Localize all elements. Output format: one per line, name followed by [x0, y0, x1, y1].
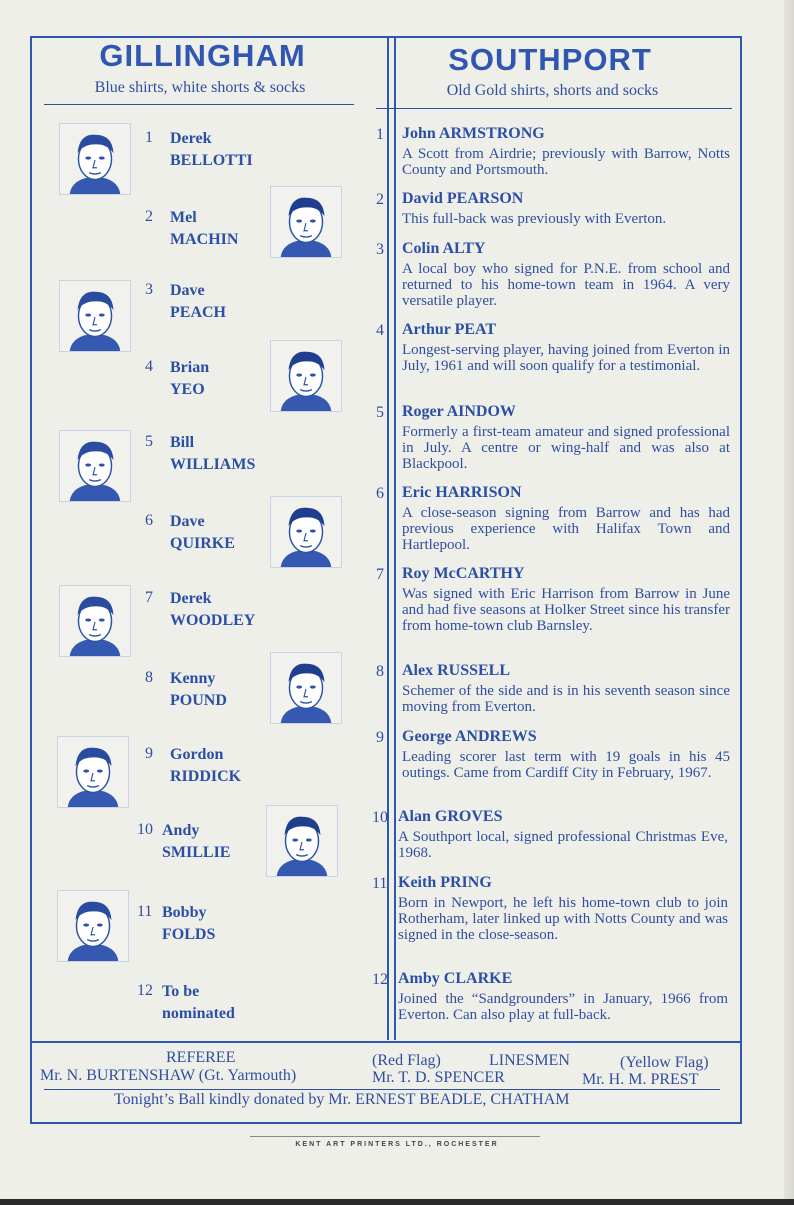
player-photo [59, 430, 131, 502]
southport-colours: Old Gold shirts, shorts and socks [446, 82, 659, 99]
gillingham-title: GILLINGHAM [99, 38, 306, 73]
gillingham-player-name [170, 207, 238, 251]
southport-player-name: John ARMSTRONG [402, 125, 545, 142]
gillingham-player-surname: PEACH [170, 304, 226, 321]
gillingham-player-first-name: Kenny [170, 670, 216, 687]
gillingham-player-name [170, 588, 255, 632]
referee-label: REFEREE [166, 1049, 236, 1066]
linesman-2: Mr. H. M. PREST [582, 1071, 699, 1088]
southport-player-name: Amby CLARKE [398, 970, 513, 987]
southport-player-description: Joined the “Sandgrounders” in January, 1966 from Everton. Can also play at full-back. [398, 991, 728, 1023]
gillingham-player-number: 9 [145, 745, 153, 762]
gillingham-player-first-name: Dave [170, 513, 205, 530]
player-photo [270, 186, 342, 258]
southport-player-number: 5 [376, 404, 384, 421]
southport-player-description: This full-back was previously with Everton. [402, 211, 667, 227]
player-photo [57, 736, 129, 808]
linesmen-label: LINESMEN [489, 1052, 570, 1069]
southport-player-number: 10 [372, 809, 388, 826]
gillingham-player-number: 11 [137, 903, 153, 920]
gillingham-player-name [170, 128, 253, 172]
player-photo [59, 585, 131, 657]
gillingham-player-name [170, 744, 241, 788]
southport-header-rule [376, 108, 732, 109]
gillingham-player-number: 2 [145, 208, 153, 225]
player-photo [57, 890, 129, 962]
southport-player-name: Arthur PEAT [402, 321, 497, 338]
player-photo [59, 280, 131, 352]
player-photo [270, 340, 342, 412]
southport-player-number: 4 [376, 322, 384, 339]
gillingham-player-number: 8 [145, 669, 153, 686]
gillingham-player-number: 10 [137, 821, 153, 838]
gillingham-player-name [162, 902, 215, 946]
southport-player-name: Eric HARRISON [402, 484, 522, 501]
gillingham-player-surname: nominated [162, 1005, 235, 1022]
gillingham-player-number: 7 [145, 589, 153, 606]
player-photo [270, 496, 342, 568]
gillingham-player-surname: BELLOTTI [170, 152, 253, 169]
gillingham-player-name [170, 357, 209, 401]
column-divider-inner [394, 38, 396, 1040]
gillingham-player-number: 12 [137, 982, 153, 999]
southport-player-description: A local boy who signed for P.N.E. from school and returned to his home-town team in 1964. A very versatile player. [402, 261, 730, 309]
southport-title: SOUTHPORT [448, 42, 652, 77]
gillingham-player-surname: RIDDICK [170, 768, 242, 785]
gillingham-player-surname: WOODLEY [170, 612, 256, 629]
gillingham-player-number: 4 [145, 358, 153, 375]
southport-player-name: Roy McCARTHY [402, 565, 525, 582]
southport-player-number: 11 [372, 875, 388, 892]
gillingham-player-number: 3 [145, 281, 153, 298]
gillingham-player-surname: YEO [170, 381, 205, 398]
gillingham-player-surname: QUIRKE [170, 535, 235, 552]
gillingham-player-surname: FOLDS [162, 926, 216, 943]
southport-player-number: 6 [376, 485, 384, 502]
gillingham-player-first-name: Andy [162, 822, 200, 839]
gillingham-player-surname: WILLIAMS [170, 456, 256, 473]
southport-player-number: 12 [372, 971, 388, 988]
southport-player-name: Roger AINDOW [402, 403, 516, 420]
southport-player-name: George ANDREWS [402, 728, 537, 745]
gillingham-player-number: 5 [145, 433, 153, 450]
southport-player-description: Born in Newport, he left his home-town club to join Rotherham, later linked up with Notts County and was signed in the close-season. [398, 895, 728, 943]
southport-player-description: Leading scorer last term with 19 goals in his 45 outings. Came from Cardiff City in February, 1967. [402, 749, 730, 781]
gillingham-player-first-name: Bill [170, 434, 195, 451]
southport-player-number: 1 [376, 126, 384, 143]
southport-player-description: Schemer of the side and is in his seventh season since moving from Everton. [402, 683, 730, 715]
southport-player-name: David PEARSON [402, 190, 524, 207]
footer-rule-top [30, 1041, 742, 1043]
linesman-1: Mr. T. D. SPENCER [372, 1069, 505, 1086]
southport-player-description: A Southport local, signed professional Christmas Eve, 1968. [398, 829, 728, 861]
gillingham-player-surname: MACHIN [170, 231, 239, 248]
gillingham-player-surname: SMILLIE [162, 844, 231, 861]
gillingham-player-first-name: Derek [170, 590, 212, 607]
gillingham-player-first-name: To be [162, 983, 200, 1000]
page-edge [784, 0, 794, 1205]
gillingham-player-first-name: Dave [170, 282, 205, 299]
southport-player-number: 7 [376, 566, 384, 583]
gillingham-player-number: 1 [145, 129, 153, 146]
gillingham-player-first-name: Gordon [170, 746, 224, 763]
player-photo [59, 123, 131, 195]
gillingham-player-name [162, 981, 235, 1025]
gillingham-player-number: 6 [145, 512, 153, 529]
southport-player-name: Colin ALTY [402, 240, 486, 257]
southport-player-number: 3 [376, 241, 384, 258]
southport-player-name: Keith PRING [398, 874, 492, 891]
southport-player-name: Alan GROVES [398, 808, 503, 825]
gillingham-player-name [170, 668, 227, 712]
southport-player-description: Was signed with Eric Harrison from Barrow in June and had five seasons at Holker Street since his transfer from home-town club Barnsley. [402, 586, 730, 634]
gillingham-player-name [170, 432, 255, 476]
gillingham-header-rule [44, 104, 354, 105]
southport-player-description: A close-season signing from Barrow and has had previous experience with Halifax Town and Hartlepool. [402, 505, 730, 553]
gillingham-player-name [162, 820, 230, 864]
footer-rule-middle [44, 1089, 720, 1090]
referee-name: Mr. N. BURTENSHAW (Gt. Yarmouth) [40, 1067, 297, 1084]
ball-donation-note: Tonight’s Ball kindly donated by Mr. ERNEST BEADLE, CHATHAM [114, 1091, 570, 1108]
player-photo [266, 805, 338, 877]
red-flag-label: (Red Flag) [372, 1052, 441, 1069]
team-sheet-frame [30, 36, 742, 1124]
gillingham-player-first-name: Derek [170, 130, 212, 147]
gillingham-player-first-name: Brian [170, 359, 210, 376]
gillingham-player-first-name: Mel [170, 209, 197, 226]
southport-player-number: 2 [376, 191, 384, 208]
southport-player-description: A Scott from Airdrie; previously with Barrow, Notts County and Portsmouth. [402, 146, 730, 178]
gillingham-colours: Blue shirts, white shorts & socks [94, 79, 306, 96]
southport-player-description: Longest-serving player, having joined from Everton in July, 1961 and will soon qualify for a testimonial. [402, 342, 730, 374]
printer-rule [250, 1136, 540, 1137]
gillingham-player-name [170, 280, 226, 324]
yellow-flag-label: (Yellow Flag) [620, 1054, 709, 1071]
southport-player-description: Formerly a first-team amateur and signed professional in July. A centre or wing-half and was also at Blackpool. [402, 424, 730, 472]
player-photo [270, 652, 342, 724]
gillingham-player-surname: POUND [170, 692, 227, 709]
gillingham-player-name [170, 511, 235, 555]
gillingham-player-first-name: Bobby [162, 904, 207, 921]
bottom-band [0, 1199, 794, 1205]
southport-player-name: Alex RUSSELL [402, 662, 511, 679]
southport-player-number: 8 [376, 663, 384, 680]
southport-player-number: 9 [376, 729, 384, 746]
printer-credit: KENT ART PRINTERS LTD., ROCHESTER [295, 1141, 499, 1148]
